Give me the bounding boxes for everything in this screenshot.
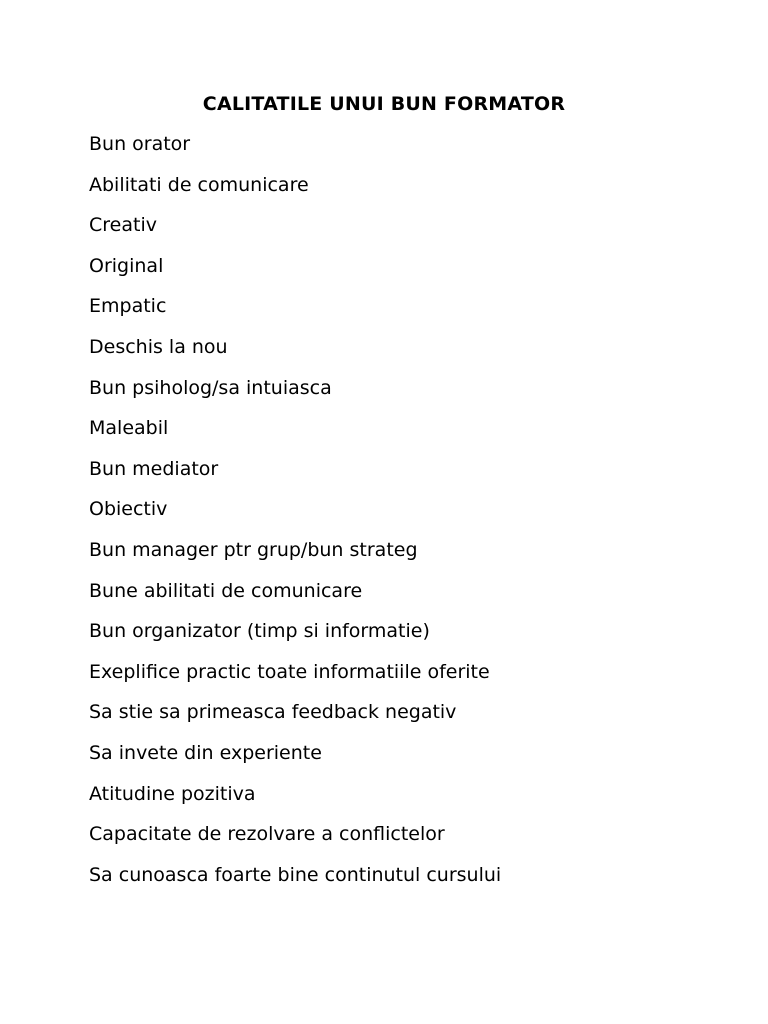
list-item: Bun manager ptr grup/bun strateg [89, 538, 418, 561]
list-item: Obiectiv [89, 498, 168, 521]
list-item: Original [89, 254, 164, 277]
qualities-list [89, 132, 501, 903]
list-item: Creativ [89, 214, 157, 237]
list-item: Capacitate de rezolvare a conflictelor [89, 823, 445, 846]
list-item: Sa invete din experiente [89, 741, 322, 764]
list-item: Bun mediator [89, 457, 219, 480]
list-item: Sa cunoasca foarte bine continutul cursului [89, 863, 502, 886]
list-item: Empatic [89, 295, 167, 318]
list-item: Sa stie sa primeasca feedback negativ [89, 701, 457, 724]
list-item: Exeplifice practic toate informatiile oferite [89, 660, 490, 683]
list-item: Bun orator [89, 133, 191, 155]
list-item: Bune abilitati de comunicare [89, 579, 363, 602]
list-item: Abilitati de comunicare [89, 173, 309, 196]
list-item: Maleabil [89, 417, 169, 440]
document-title: CALITATILE UNUI BUN FORMATOR [202, 93, 566, 115]
list-item: Bun organizator (timp si informatie) [89, 620, 430, 643]
list-item: Deschis la nou [89, 335, 228, 358]
list-item: Atitudine pozitiva [89, 782, 256, 805]
list-item: Bun psiholog/sa intuiasca [89, 376, 332, 399]
